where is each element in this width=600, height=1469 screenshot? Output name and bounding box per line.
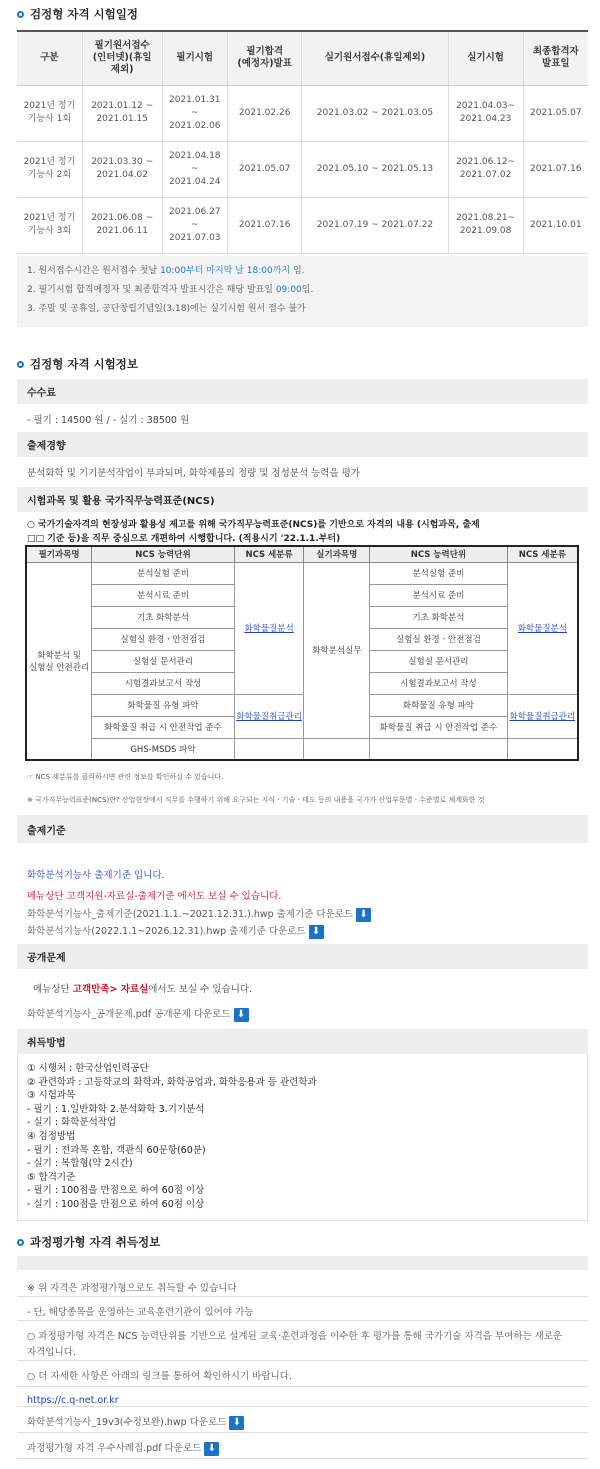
schedule-cell: 2021.07.19 ~ 2021.07.22 — [302, 197, 448, 253]
empty-cell — [234, 738, 304, 760]
ncs-row — [26, 562, 578, 584]
ncs-header-cell: 실기과목명 — [304, 546, 370, 562]
course-file-1[interactable]: 화학분석기능사_19v3(수정보완).hwp 다운로드 ⬇ — [27, 1414, 244, 1430]
ncs-class-link[interactable]: 화학물질분석 — [517, 624, 567, 634]
method-line: - 필기 : 1.일반화학 2.분석화학 3.기기분석 — [27, 1103, 205, 1115]
course-band — [17, 1256, 588, 1270]
ncs-table — [25, 545, 579, 761]
schedule-cell: 2021.04.18 ~ 2021.04.24 — [162, 141, 228, 197]
fee-heading: 수수료 — [17, 379, 588, 404]
class-handling-cell — [507, 694, 578, 738]
schedule-header-cell: 구분 — [17, 31, 82, 85]
bullet-icon — [17, 1239, 24, 1246]
row-divider — [17, 1320, 588, 1321]
course-line: ○ 과정평가형 자격은 NCS 능력단위를 기반으로 설계된 교육·훈련과정을 이수한 후 평가를 통해 국가기술 자격을 부여하는 새로운 — [27, 1331, 563, 1342]
ncs-heading: 시험과목 및 활용 국가직무능력표준(NCS) — [17, 487, 588, 512]
written-unit-cell: 실험실 환경ㆍ안전점검 — [92, 628, 234, 650]
schedule-cell: 2021.06.27 ~ 2021.07.03 — [162, 197, 228, 253]
schedule-row — [17, 197, 588, 253]
method-line: - 실기 : 100점을 만점으로 하여 60점 이상 — [27, 1199, 205, 1210]
course-line: 자격입니다. — [27, 1347, 76, 1358]
schedule-cell: 2021년 정기 기능사 3회 — [17, 197, 82, 253]
written-unit-cell: 분석실험 준비 — [92, 562, 234, 584]
ncs-row — [26, 738, 578, 760]
ncs-header-cell: NCS 능력단위 — [92, 546, 234, 562]
schedule-row — [17, 141, 588, 197]
schedule-cell: 2021.03.02 ~ 2021.03.05 — [302, 85, 448, 141]
bullet-icon — [17, 11, 24, 18]
written-unit-cell: 분석시료 준비 — [92, 584, 234, 606]
schedule-table — [17, 30, 588, 254]
row-divider — [17, 1360, 588, 1361]
practical-unit-cell: 실험실 문서관리 — [370, 650, 507, 672]
method-line: ⑤ 합격기준 — [27, 1171, 76, 1183]
practical-unit-cell: 분석시료 준비 — [370, 584, 507, 606]
criteria-heading: 출제기준 — [17, 815, 588, 843]
ncs-row — [26, 694, 578, 716]
ncs-header-cell: NCS 세분류 — [507, 546, 578, 562]
note-2: 2. 필기시험 합격예정자 및 최종합격자 발표시간은 해당 발표일 09:00임. — [27, 285, 314, 295]
schedule-cell: 2021.05.07 — [523, 85, 588, 141]
method-heading: 취득방법 — [17, 1029, 588, 1054]
class-handling-cell — [234, 694, 304, 738]
method-line: - 실기 : 화학분석작업 — [27, 1117, 117, 1129]
method-line: - 필기 : 100점을 만점으로 하여 60점 이상 — [27, 1185, 205, 1197]
schedule-cell: 2021.06.12~ 2021.07.02 — [448, 141, 523, 197]
practical-unit-cell: 화학물질 취급 시 안전작업 준수 — [370, 716, 507, 738]
method-box — [17, 1054, 588, 1221]
row-divider — [17, 1432, 588, 1433]
schedule-notes — [17, 256, 588, 327]
row-divider — [17, 1406, 588, 1407]
written-unit-cell: 화학물질 취급 시 안전작업 준수 — [92, 716, 234, 738]
practical-unit-cell: 실험실 환경ㆍ안전점검 — [370, 628, 507, 650]
course-line: ※ 위 자격은 과정평가형으로도 취득할 수 있습니다 — [27, 1283, 237, 1294]
written-unit-cell: 시험결과보고서 작성 — [92, 672, 234, 694]
schedule-row — [17, 85, 588, 141]
criteria-file-1[interactable]: 화학분석기능사_출제기준(2021.1.1.~2021.12.31.).hwp 출제기준 다운로드 ⬇ — [27, 906, 371, 922]
schedule-cell: 2021.07.16 — [523, 141, 588, 197]
course-section-title: 과정평가형 자격 취득정보 — [17, 1234, 160, 1250]
note-1: 1. 원서접수시간은 원서접수 첫날 10:00부터 마지막 날 18:00까지 임. — [27, 266, 305, 276]
practical-unit-cell: 시험결과보고서 작성 — [370, 672, 507, 694]
download-icon[interactable]: ⬇ — [356, 908, 371, 922]
class-analysis-cell — [507, 562, 578, 694]
download-icon[interactable]: ⬇ — [204, 1442, 219, 1456]
course-line: - 단, 해당종목을 운영하는 교육훈련기관이 있어야 가능 — [27, 1307, 254, 1318]
info-section-title: 검정형 자격 시험정보 — [17, 356, 138, 372]
method-line: ① 시행처 : 한국산업인력공단 — [27, 1063, 149, 1074]
written-unit-cell: 실험실 문서관리 — [92, 650, 234, 672]
schedule-cell: 2021.10.01 — [523, 197, 588, 253]
schedule-section-title: 검정형 자격 시험일정 — [17, 6, 138, 22]
schedule-header-cell: 실기원서접수(휴일제외) — [302, 31, 448, 85]
written-unit-cell: 화학물질 유형 파악 — [92, 694, 234, 716]
schedule-cell: 2021.02.26 — [228, 85, 302, 141]
row-divider — [17, 1458, 588, 1459]
schedule-cell: 2021.01.31 ~ 2021.02.06 — [162, 85, 228, 141]
empty-cell — [370, 738, 507, 760]
method-line: ② 관련학과 : 고등학교의 화학과, 화학공업과, 화학응용과 등 관련학과 — [27, 1076, 317, 1088]
schedule-cell: 2021.06.08 ~ 2021.06.11 — [82, 197, 162, 253]
schedule-cell: 2021년 정기 기능사 1회 — [17, 85, 82, 141]
schedule-cell: 2021년 정기 기능사 2회 — [17, 141, 82, 197]
class-analysis-cell — [234, 562, 304, 694]
schedule-cell: 2021.08.21~ 2021.09.08 — [448, 197, 523, 253]
ncs-intro-2: □□ 기준 등)을 직무 중심으로 개편하여 시행합니다. (적용시기 '22.1.1.부터) — [27, 534, 341, 544]
public-line: 메뉴상단 고객만족> 자료실에서도 보실 수 있습니다. — [33, 984, 253, 995]
schedule-cell: 2021.03.30 ~ 2021.04.02 — [82, 141, 162, 197]
ncs-header-cell: NCS 능력단위 — [370, 546, 507, 562]
ncs-header-cell: NCS 세분류 — [234, 546, 304, 562]
criteria-file-2[interactable]: 화학분석기능사(2022.1.1~2026.12.31).hwp 출제기준 다운로드 ⬇ — [27, 923, 324, 939]
method-line: ④ 검정방법 — [27, 1131, 76, 1142]
download-icon[interactable]: ⬇ — [234, 1008, 249, 1022]
practical-unit-cell: 기초 화학분석 — [370, 606, 507, 628]
schedule-header-cell: 실기시험 — [448, 31, 523, 85]
empty-cell — [304, 738, 370, 760]
row-divider — [17, 1386, 588, 1387]
fee-text: - 필기 : 14500 원 / - 실기 : 38500 원 — [27, 415, 190, 426]
public-heading: 공개문제 — [17, 944, 588, 969]
public-file[interactable]: 화학분석기능사_공개문제.pdf 공개문제 다운로드 ⬇ — [27, 1006, 249, 1022]
download-icon[interactable]: ⬇ — [309, 925, 324, 939]
ncs-class-link[interactable]: 화학물질취급관리 — [236, 712, 302, 722]
course-link[interactable]: https://c.q-net.or.kr — [27, 1395, 119, 1406]
schedule-header-cell: 필기시험 — [162, 31, 228, 85]
trend-heading: 출제경향 — [17, 432, 588, 457]
practical-unit-cell: 분석실험 준비 — [370, 562, 507, 584]
ncs-note-1: ☞ NCS 세분류를 클릭하시면 관련 정보를 확인하실 수 있습니다. — [27, 773, 224, 781]
download-icon[interactable]: ⬇ — [229, 1416, 244, 1430]
course-line: ○ 더 자세한 사항은 아래의 링크를 통하여 확인하시기 바랍니다. — [27, 1371, 292, 1382]
empty-cell — [507, 738, 578, 760]
criteria-line-1: 화학분석기능사 출제기준 입니다. — [27, 870, 165, 881]
note-3: 3. 주말 및 공휴일, 공단창립기념일(3.18)에는 실기시험 원서 접수 불가 — [27, 304, 306, 314]
schedule-cell: 2021.05.07 — [228, 141, 302, 197]
ncs-class-link[interactable]: 화학물질취급관리 — [509, 712, 576, 722]
ncs-class-link[interactable]: 화학물질분석 — [244, 624, 294, 634]
course-file-2[interactable]: 과정평가형 자격 우수사례집.pdf 다운로드 ⬇ — [27, 1440, 219, 1456]
method-line: ③ 시험과목 — [27, 1090, 76, 1102]
ncs-intro-1: ○ 국가기술자격의 현장성과 활용성 제고를 위해 국가직무능력표준(NCS)를 기반으로 자격의 내용 (시험과목, 출제 — [27, 520, 480, 530]
written-unit-cell: GHS-MSDS 파악 — [92, 738, 234, 760]
schedule-cell: 2021.01.12 ~ 2021.01.15 — [82, 85, 162, 141]
row-divider — [17, 1296, 588, 1297]
schedule-cell: 2021.05.10 ~ 2021.05.13 — [302, 141, 448, 197]
ncs-header-cell: 필기과목명 — [26, 546, 92, 562]
practical-subject-cell: 화학분석실무 — [304, 562, 370, 738]
trend-text: 분석화학 및 기기분석작업이 부과되며, 화학제품의 정량 및 정성분석 능력을 평가 — [27, 468, 361, 479]
practical-unit-cell: 화학물질 유형 파악 — [370, 694, 507, 716]
schedule-header-cell: 필기합격 (예정자)발표 — [228, 31, 302, 85]
written-subject-cell: 화학분석 및 실험실 안전관리 — [26, 562, 92, 760]
schedule-header-cell: 최종합격자 발표일 — [523, 31, 588, 85]
ncs-note-2: ※ 국가직무능력표준(NCS)란? 산업현장에서 직무를 수행하기 위해 요구되는 지식ㆍ기술ㆍ태도 등의 내용을 국가가 산업부문별ㆍ수준별로 체계화한 것 — [27, 796, 485, 804]
method-line: - 필기 : 전과목 혼합, 객관식 60문항(60분) — [27, 1144, 206, 1156]
written-unit-cell: 기초 화학분석 — [92, 606, 234, 628]
schedule-cell: 2021.04.03~ 2021.04.23 — [448, 85, 523, 141]
criteria-line-2: 메뉴상단 고객지원-자료실-출제기준 에서도 보실 수 있습니다. — [27, 891, 282, 902]
bullet-icon — [17, 361, 24, 368]
method-line: - 실기 : 복합형(약 2시간) — [27, 1158, 133, 1170]
schedule-header-cell: 필기원서접수 (인터넷)(휴일 제외) — [82, 31, 162, 85]
schedule-cell: 2021.07.16 — [228, 197, 302, 253]
